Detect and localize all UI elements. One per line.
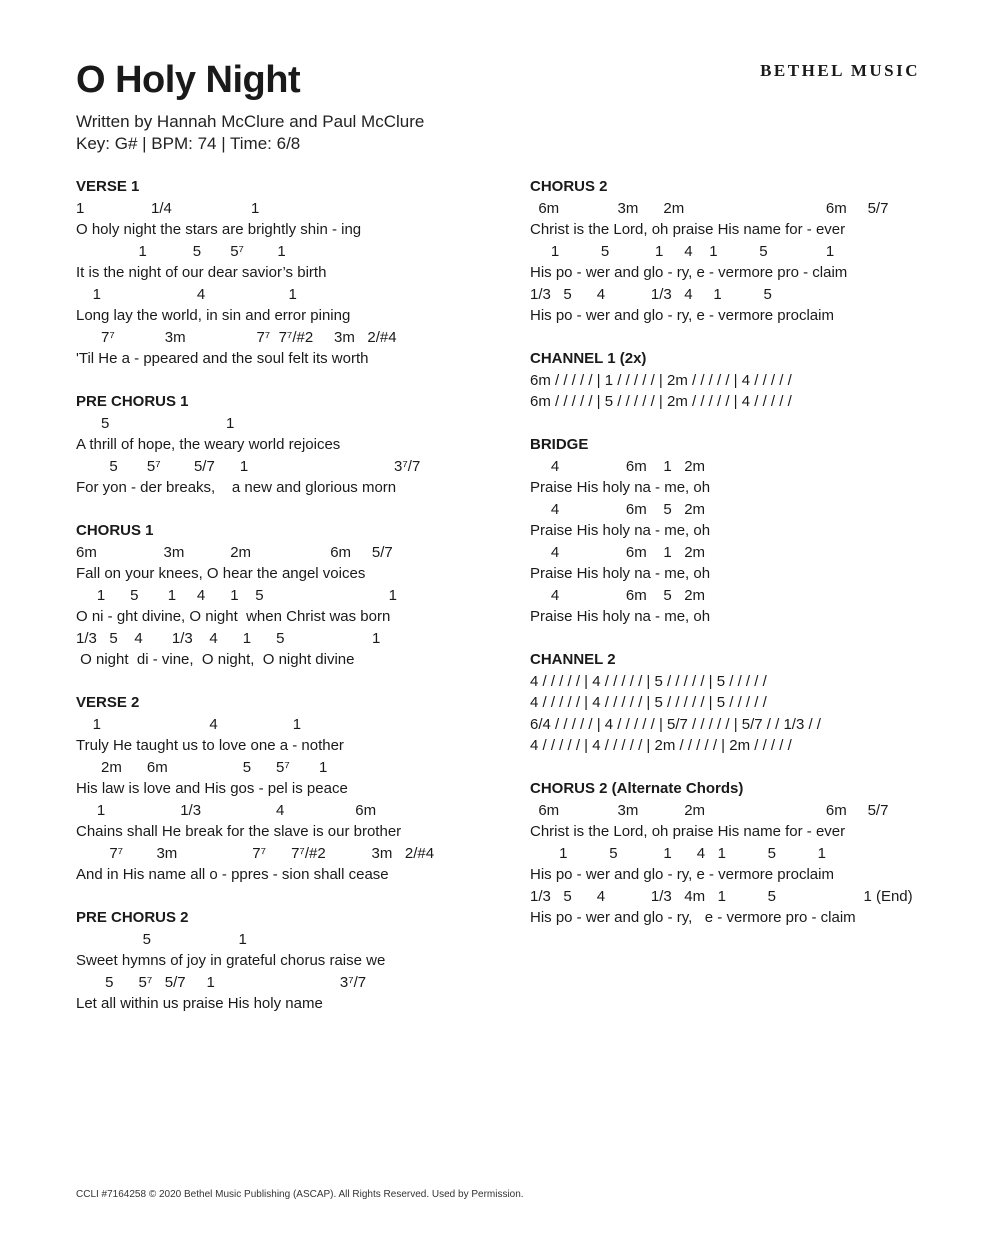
- song-title: O Holy Night: [76, 59, 301, 101]
- song-authors: Written by Hannah McClure and Paul McClure: [76, 112, 425, 131]
- section-title: BRIDGE: [530, 436, 589, 453]
- lyric-line: His po - wer and glo - ry, e - vermore pro - claim: [530, 909, 856, 926]
- chord-line: 1/3 5 4 1/3 4m 1 5 1 (End): [530, 887, 913, 905]
- chord-line: 1/3 5 4 1/3 4 1 5: [530, 285, 772, 303]
- section-pre-chorus-1: [76, 391, 526, 499]
- chord-line: 6m 3m 2m 6m 5/7: [530, 199, 889, 217]
- chord-line: 6m 3m 2m 6m 5/7: [530, 801, 889, 819]
- lyric-line: Praise His holy na - me, oh: [530, 608, 711, 625]
- chord-line: 1 5 5⁷ 1: [76, 242, 286, 260]
- lyric-line: And in His name all o - ppres - sion shall cease: [76, 866, 389, 883]
- lyric-line: Praise His holy na - me, oh: [530, 565, 711, 582]
- chord-line: 4 6m 5 2m: [530, 500, 706, 518]
- section-channel-2: [530, 649, 980, 757]
- chord-line: 6/4 / / / / / | 4 / / / / / | 5/7 / / / / / | 5/7 / / 1/3 / /: [530, 715, 821, 733]
- section-title: CHANNEL 1 (2x): [530, 350, 647, 367]
- section-verse-2: [76, 692, 526, 886]
- chord-line: 1 5 1 4 1 5 1: [76, 586, 397, 604]
- section-title: VERSE 1: [76, 178, 140, 195]
- lyric-line: For yon - der breaks, a new and glorious morn: [76, 479, 397, 496]
- chord-line: 1 4 1: [76, 285, 297, 303]
- song-key-info: Key: G# | BPM: 74 | Time: 6/8: [76, 134, 301, 153]
- chord-line: 6m 3m 2m 6m 5/7: [76, 543, 393, 561]
- lyric-line: Praise His holy na - me, oh: [530, 479, 711, 496]
- chord-line: 1/3 5 4 1/3 4 1 5 1: [76, 629, 381, 647]
- chord-line: 2m 6m 5 5⁷ 1: [76, 758, 328, 776]
- chord-line: 1 5 1 4 1 5 1: [530, 844, 826, 862]
- lyric-line: O night di - vine, O night, O night divine: [76, 651, 355, 668]
- section-verse-1: [76, 176, 526, 370]
- chord-line: 4 6m 1 2m: [530, 457, 706, 475]
- lyric-line: Praise His holy na - me, oh: [530, 522, 711, 539]
- lyric-line: His po - wer and glo - ry, e - vermore pro - claim: [530, 264, 848, 281]
- chord-line: 7⁷ 3m 7⁷ 7⁷/#2 3m 2/#4: [76, 328, 397, 346]
- lyric-line: 'Til He a - ppeared and the soul felt its worth: [76, 350, 369, 367]
- lyric-line: Chains shall He break for the slave is our brother: [76, 823, 402, 840]
- chord-line: 4 6m 1 2m: [530, 543, 706, 561]
- section-chorus-2: [530, 176, 980, 327]
- section-chorus-1: [76, 520, 526, 671]
- section-title: PRE CHORUS 1: [76, 393, 189, 410]
- chord-line: 7⁷ 3m 7⁷ 7⁷/#2 3m 2/#4: [76, 844, 435, 862]
- chord-line: 1 1/4 1: [76, 199, 260, 217]
- chord-line: 4 / / / / / | 4 / / / / / | 5 / / / / / | 5 / / / / /: [530, 672, 767, 690]
- section-pre-chorus-2: [76, 907, 526, 1015]
- section-title: CHORUS 2: [530, 178, 608, 195]
- lyric-line: O ni - ght divine, O night when Christ was born: [76, 608, 391, 625]
- left-column: [76, 176, 526, 1036]
- chord-line: 6m / / / / / | 5 / / / / / | 2m / / / / / | 4 / / / / /: [530, 393, 792, 410]
- lyric-line: His law is love and His gos - pel is peace: [76, 780, 348, 797]
- right-column: [530, 176, 980, 950]
- section-channel-1-2x: [530, 348, 980, 413]
- lyric-line: Let all within us praise His holy name: [76, 995, 323, 1012]
- chord-line: 6m / / / / / | 1 / / / / / | 2m / / / / / | 4 / / / / /: [530, 371, 792, 389]
- lyric-line: His po - wer and glo - ry, e - vermore proclaim: [530, 307, 834, 324]
- lyric-line: O holy night the stars are brightly shin - ing: [76, 221, 362, 238]
- lyric-line: Fall on your knees, O hear the angel voices: [76, 565, 366, 582]
- section-chorus-2-alternate-chords: [530, 778, 980, 929]
- chord-line: 5 1: [76, 930, 247, 948]
- section-title: CHORUS 1: [76, 522, 154, 539]
- publisher-logo: BETHEL MUSIC: [760, 61, 920, 80]
- section-title: CHANNEL 2: [530, 651, 616, 668]
- lyric-line: Christ is the Lord, oh praise His name for - ever: [530, 823, 846, 840]
- chord-line: 5 5⁷ 5/7 1 3⁷/7: [76, 973, 367, 991]
- lyric-line: Sweet hymns of joy in grateful chorus raise we: [76, 952, 386, 969]
- chord-line: 1 4 1: [76, 715, 302, 733]
- lyric-line: Christ is the Lord, oh praise His name for - ever: [530, 221, 846, 238]
- lyric-line: His po - wer and glo - ry, e - vermore proclaim: [530, 866, 834, 883]
- lyric-line: Long lay the world, in sin and error pining: [76, 307, 351, 324]
- copyright-footer: CCLI #7164258 © 2020 Bethel Music Publishing (ASCAP). All Rights Reserved. Used by Permission.: [76, 1189, 524, 1200]
- lyric-line: A thrill of hope, the weary world rejoices: [76, 436, 341, 453]
- section-title: CHORUS 2 (Alternate Chords): [530, 780, 744, 797]
- chord-line: 1 5 1 4 1 5 1: [530, 242, 835, 260]
- chord-line: 5 1: [76, 414, 235, 432]
- chord-line: 5 5⁷ 5/7 1 3⁷/7: [76, 457, 421, 475]
- chord-line: 1 1/3 4 6m: [76, 801, 377, 819]
- section-bridge: [530, 434, 980, 628]
- lyric-line: Truly He taught us to love one a - nother: [76, 737, 344, 754]
- section-title: PRE CHORUS 2: [76, 909, 189, 926]
- lyric-line: It is the night of our dear savior’s birth: [76, 264, 327, 281]
- chord-line: 4 / / / / / | 4 / / / / / | 5 / / / / / | 5 / / / / /: [530, 694, 767, 711]
- section-title: VERSE 2: [76, 694, 140, 711]
- chord-line: 4 6m 5 2m: [530, 586, 706, 604]
- chord-line: 4 / / / / / | 4 / / / / / | 2m / / / / / | 2m / / / / /: [530, 737, 792, 754]
